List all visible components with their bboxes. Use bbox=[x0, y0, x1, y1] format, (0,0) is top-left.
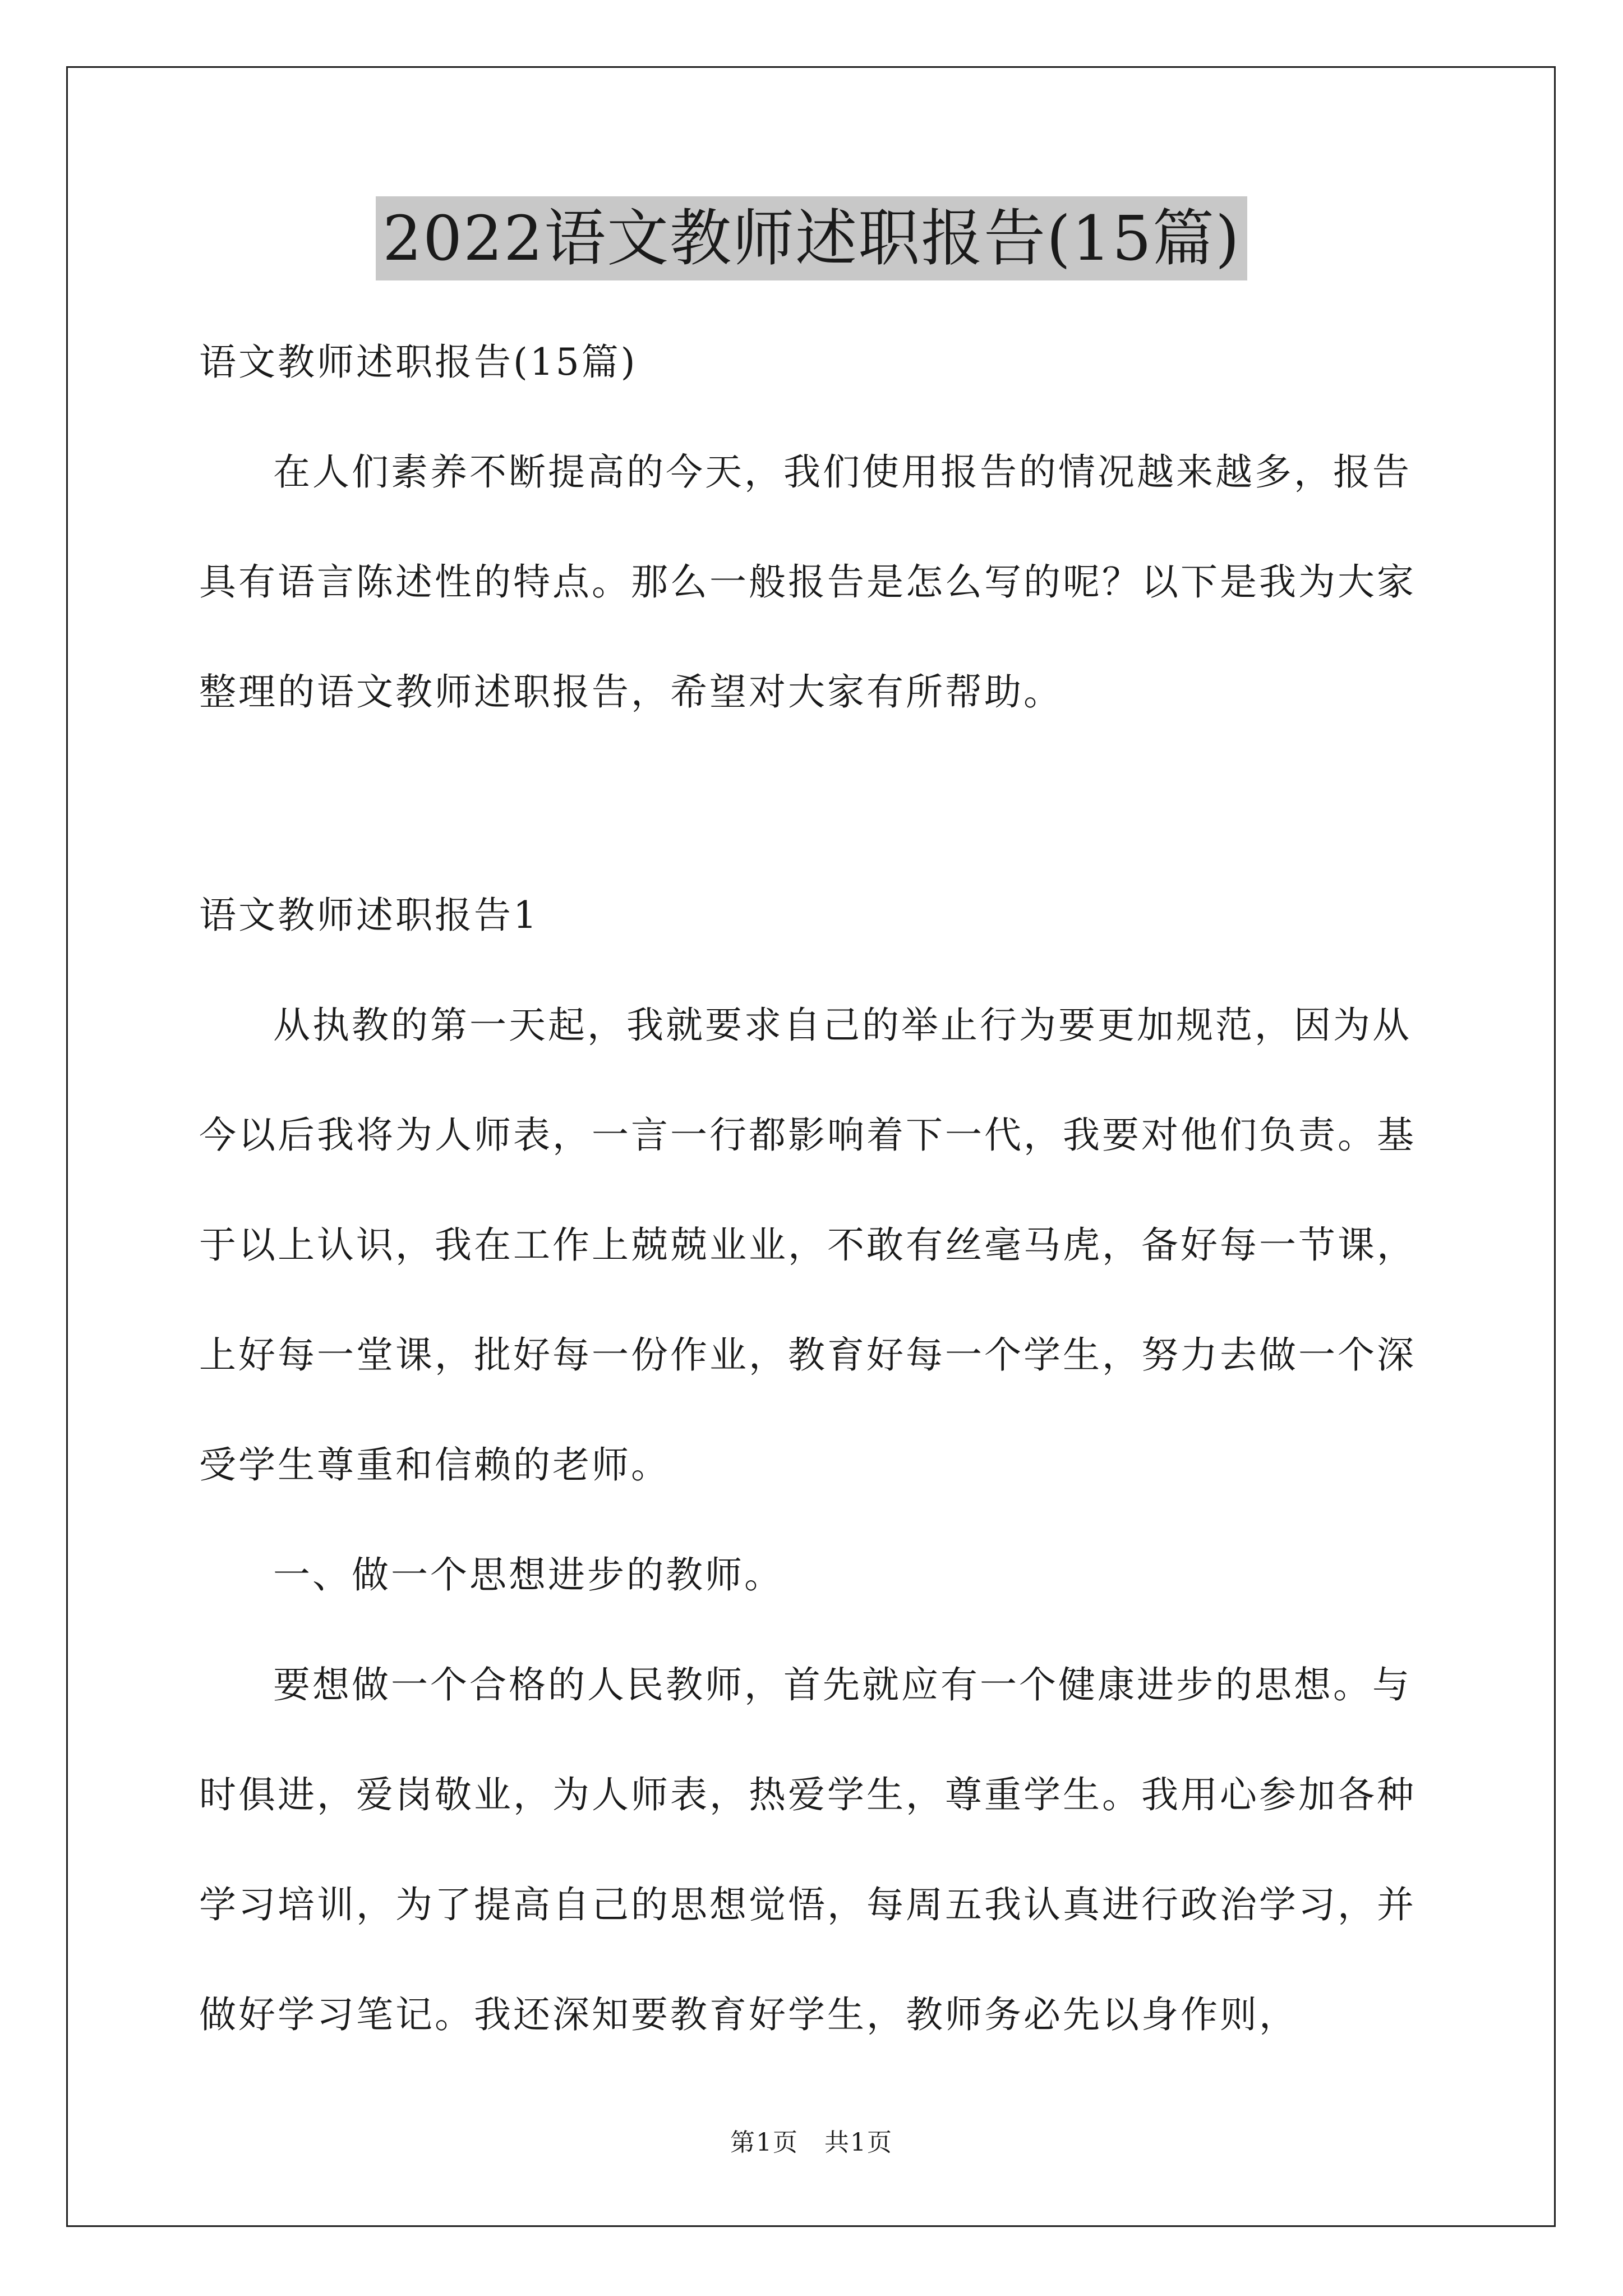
page-footer: 第1页 共1页 bbox=[730, 2128, 893, 2157]
body-paragraph-2: 要想做一个合格的人民教师，首先就应有一个健康进步的思想。与时俱进，爱岗敬业，为人师表，热爱学生，尊重学生。我用心参加各种学习培训，为了提高自己的思想觉悟，每周五我认真进行政治学习，并做好学习笔记。我还深知要教育好学生，教师务必先以身作则， bbox=[199, 1663, 1416, 2036]
title-container bbox=[0, 196, 1623, 280]
section-block bbox=[199, 861, 1433, 2070]
section-heading: 语文教师述职报告1 bbox=[199, 894, 539, 937]
document-subtitle: 语文教师述职报告(15篇) bbox=[199, 341, 638, 384]
body-paragraph-1: 从执教的第一天起，我就要求自己的举止行为要更加规范，因为从今以后我将为人师表，一言一行都影响着下一代，我要对他们负责。基于以上认识，我在工作上兢兢业业，不敢有丝毫马虎，备好每一节课，上好每一堂课，批好每一份作业，教育好每一个学生，努力去做一个深受学生尊重和信赖的老师。 bbox=[199, 1004, 1416, 1487]
intro-block bbox=[199, 307, 1433, 747]
point-heading-1: 一、做一个思想进步的教师。 bbox=[273, 1553, 783, 1596]
document-title: 2022语文教师述职报告(15篇) bbox=[376, 196, 1247, 280]
intro-paragraph: 在人们素养不断提高的今天，我们使用报告的情况越来越多，报告具有语言陈述性的特点。那么一般报告是怎么写的呢？以下是我为大家整理的语文教师述职报告，希望对大家有所帮助。 bbox=[199, 450, 1416, 714]
